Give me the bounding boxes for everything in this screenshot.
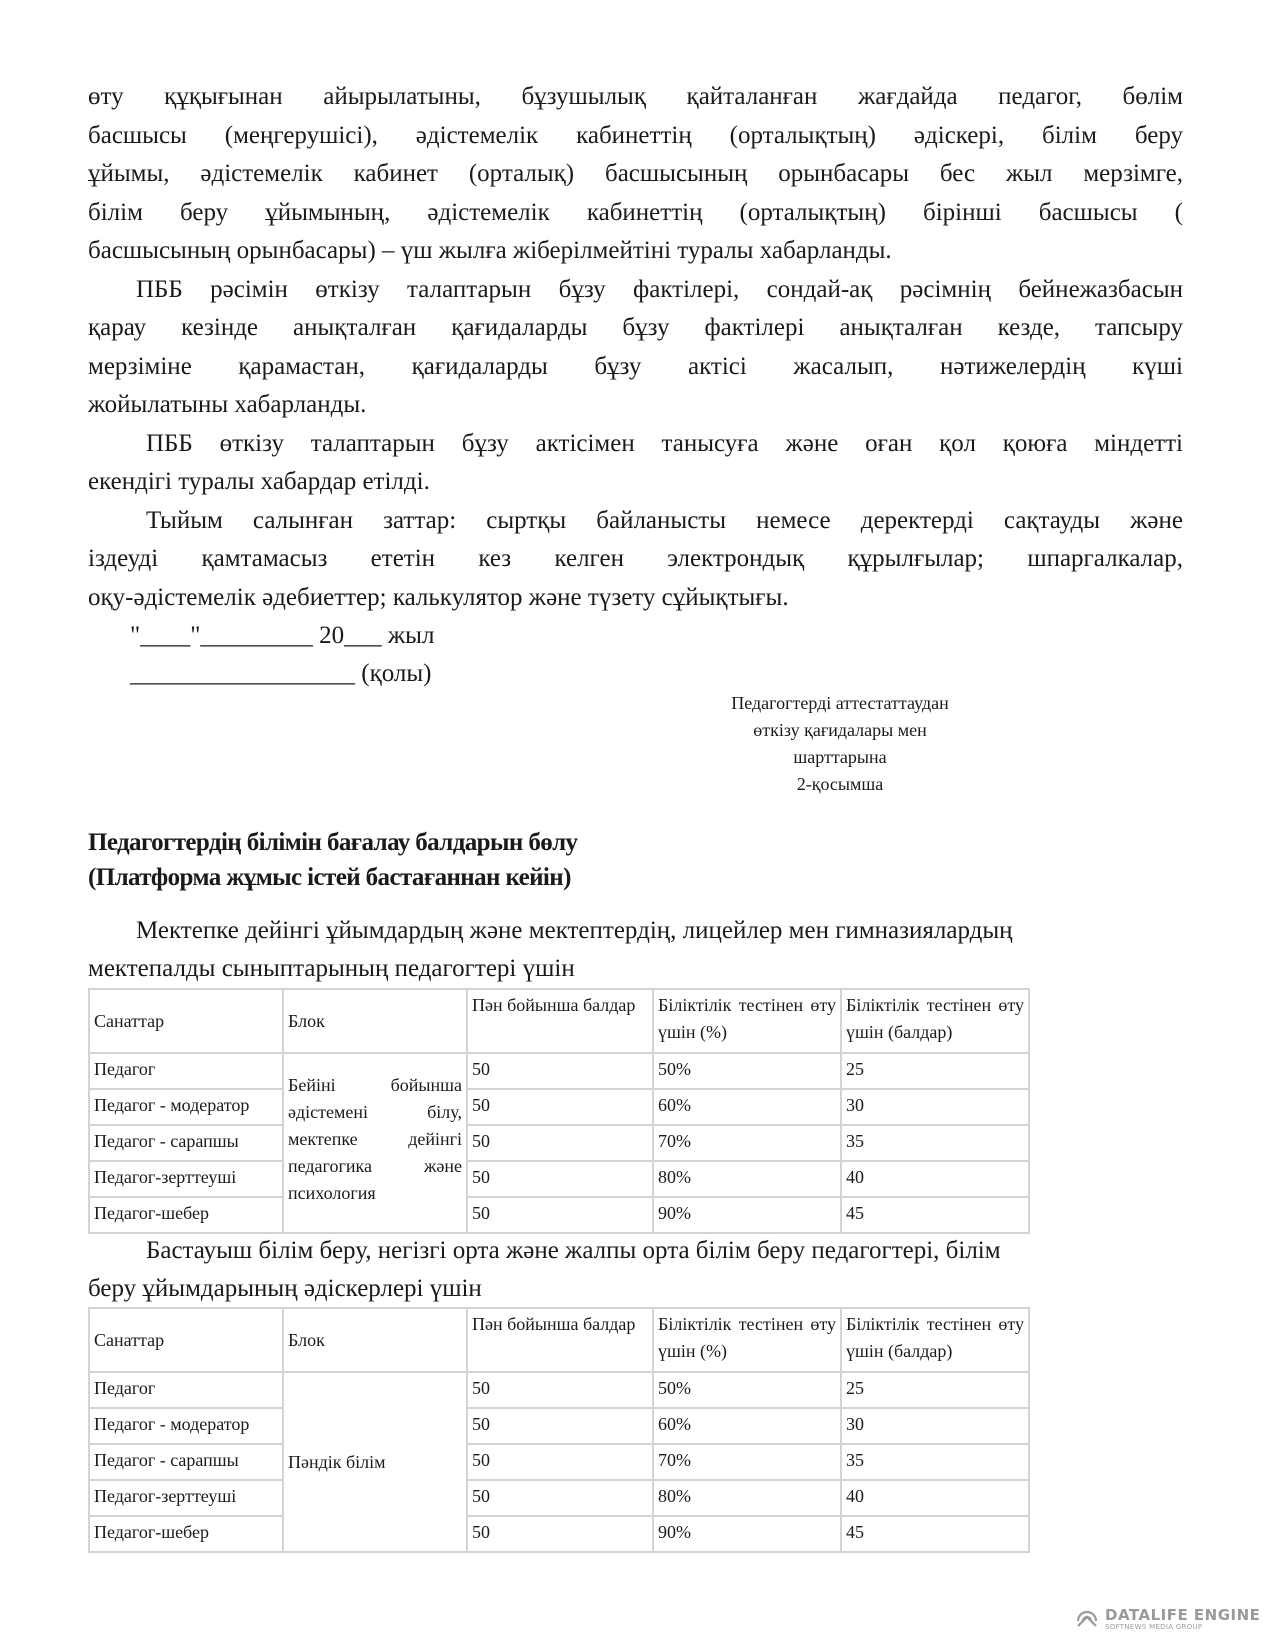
cell-pass-percent: 50% (653, 1053, 841, 1089)
cell-subject-points: 50 (467, 1444, 653, 1480)
text-line: екендігі туралы хабардар етілді. (88, 468, 430, 495)
paragraph-disqualification (88, 78, 1183, 271)
text-line: ПББ өткізу талаптарын бұзу актісімен танысуға және оған қол қоюға міндетті (146, 429, 1183, 457)
table-row (89, 1089, 1029, 1125)
cell-subject-points: 50 (467, 1516, 653, 1552)
cell-category: Педагог (89, 1372, 283, 1408)
header-pass-points: Біліктілік тестінен өту үшін (балдар) (841, 989, 1029, 1053)
cell-pass-points: 40 (841, 1161, 1029, 1197)
text-line: іздеуді қамтамасыз ететін кез келген электрондық құрылғылар; шпаргалкалар, (88, 545, 1183, 572)
paragraph-acknowledgement (88, 425, 1183, 502)
cell-category: Педагог-шебер (89, 1197, 283, 1233)
table-row (89, 1161, 1029, 1197)
cell-subject-points: 50 (467, 1372, 653, 1408)
header-block: Блок (283, 989, 467, 1053)
section-heading (88, 825, 577, 895)
annex-line: Педагогтерді аттестаттаудан (731, 693, 949, 713)
header-pass-percent: Біліктілік тестінен өту үшін (%) (653, 1308, 841, 1372)
cell-subject-points: 50 (467, 1125, 653, 1161)
cell-pass-percent: 60% (653, 1408, 841, 1444)
heading-title: Педагогтердің білімін бағалау балдарын бөлу (88, 829, 578, 856)
cell-pass-points: 45 (841, 1516, 1029, 1552)
heading-subtitle: (Платформа жұмыс істей бастағаннан кейін) (88, 864, 571, 891)
annex-line: шарттарына (793, 747, 887, 767)
text-line: басшысының орынбасары) – үш жылға жіберілмейтіні туралы хабарланды. (88, 237, 892, 264)
text-line: мерзіміне қарамастан, қағидаларды бұзу актісі жасалып, нәтижелердің күші (88, 352, 1183, 380)
cell-pass-percent: 80% (653, 1161, 841, 1197)
table-row (89, 1516, 1029, 1552)
table-row (89, 1197, 1029, 1233)
cell-pass-percent: 80% (653, 1480, 841, 1516)
cell-subject-points: 50 (467, 1197, 653, 1233)
annex-number: 2-қосымша (796, 774, 884, 794)
header-subject-points: Пән бойынша балдар (467, 989, 653, 1053)
watermark-title: DATALIFE ENGINE (1105, 1606, 1261, 1624)
cell-pass-points: 25 (841, 1372, 1029, 1408)
cell-subject-points: 50 (467, 1161, 653, 1197)
table-row (89, 1408, 1029, 1444)
cell-pass-points: 40 (841, 1480, 1029, 1516)
text-line: ұйымы, әдістемелік кабинет (орталық) басшысының орынбасары бес жыл мерзімге, (88, 160, 1183, 187)
cell-block: Бейіні бойынша әдістемені білу, мектепке дейінгі педагогика және психология (283, 1053, 467, 1233)
cell-pass-points: 30 (841, 1408, 1029, 1444)
cell-pass-points: 35 (841, 1444, 1029, 1480)
cell-category: Педагог - сарапшы (89, 1125, 283, 1161)
cell-block: Пәндік білім (283, 1372, 467, 1552)
table-1-intro (88, 912, 1183, 988)
scores-table-preschool (88, 988, 1030, 1234)
table-row (89, 1372, 1029, 1408)
table-row (89, 1480, 1029, 1516)
cell-pass-percent: 50% (653, 1372, 841, 1408)
cell-subject-points: 50 (467, 1089, 653, 1125)
cell-pass-points: 35 (841, 1125, 1029, 1161)
table-header-row (89, 1308, 1029, 1372)
header-category: Санаттар (89, 989, 283, 1053)
datalife-logo-icon (1075, 1608, 1099, 1632)
cell-category: Педагог-шебер (89, 1516, 283, 1552)
cell-pass-percent: 70% (653, 1444, 841, 1480)
cell-subject-points: 50 (467, 1480, 653, 1516)
date-line: "____"_________ 20___ жыл (130, 622, 435, 649)
header-category: Санаттар (89, 1308, 283, 1372)
cell-pass-points: 30 (841, 1089, 1029, 1125)
table-row (89, 1125, 1029, 1161)
cell-pass-percent: 60% (653, 1089, 841, 1125)
header-pass-percent: Біліктілік тестінен өту үшін (%) (653, 989, 841, 1053)
text-line: қарау кезінде анықталған қағидаларды бұзу фактілері анықталған кезде, тапсыру (88, 314, 1183, 341)
watermark-subtitle: SOFTNEWS MEDIA GROUP (1105, 1623, 1203, 1631)
scores-table-school (88, 1307, 1030, 1553)
cell-subject-points: 50 (467, 1053, 653, 1089)
text-line: өту құқығынан айырылатыны, бұзушылық қайталанған жағдайда педагог, бөлім (88, 83, 1183, 110)
text-line: беру ұйымдарының әдіскерлері үшін (88, 1275, 482, 1302)
text-line: мектепалды сыныптарының педагогтері үшін (88, 955, 575, 982)
text-line: оқу-әдістемелік әдебиеттер; калькулятор және түзету сұйықтығы. (88, 583, 789, 611)
annex-line: өткізу қағидалары мен (753, 720, 927, 740)
cell-pass-percent: 70% (653, 1125, 841, 1161)
text-line: ПББ рәсімін өткізу талаптарын бұзу фактілері, сондай-ақ рәсімнің бейнежазбасын (136, 275, 1183, 303)
cell-category: Педагог - модератор (89, 1408, 283, 1444)
paragraph-violation-facts (88, 271, 1183, 425)
text-line: Тыйым салынған заттар: сыртқы байланысты немесе деректерді сақтауды және (146, 506, 1183, 534)
text-line: жойылатыны хабарланды. (88, 391, 367, 418)
cell-category: Педагог-зерттеуші (89, 1480, 283, 1516)
cell-category: Педагог (89, 1053, 283, 1089)
cell-category: Педагог - сарапшы (89, 1444, 283, 1480)
signature-line: __________________ (қолы) (130, 660, 432, 687)
text-line: Бастауыш білім беру, негізгі орта және жалпы орта білім беру педагогтері, білім (146, 1237, 1001, 1264)
header-subject-points: Пән бойынша балдар (467, 1308, 653, 1372)
cell-category: Педагог-зерттеуші (89, 1161, 283, 1197)
paragraph-prohibited-items (88, 502, 1183, 618)
cell-pass-points: 45 (841, 1197, 1029, 1233)
text-line: басшысы (меңгерушісі), әдістемелік кабинеттің (орталықтың) әдіскері, білім беру (88, 121, 1183, 149)
table-row (89, 1053, 1029, 1089)
header-pass-points: Біліктілік тестінен өту үшін (балдар) (841, 1308, 1029, 1372)
cell-subject-points: 50 (467, 1408, 653, 1444)
cell-category: Педагог - модератор (89, 1089, 283, 1125)
datalife-watermark (1075, 1607, 1260, 1632)
annex-reference (720, 690, 960, 798)
header-block: Блок (283, 1308, 467, 1372)
document-body (88, 78, 1183, 693)
text-line: білім беру ұйымының, әдістемелік кабинеттің (орталықтың) бірінші басшысы ( (88, 198, 1183, 226)
text-line: Мектепке дейінгі ұйымдардың және мектептердің, лицейлер мен гимназиялардың (136, 917, 1013, 944)
cell-pass-percent: 90% (653, 1197, 841, 1233)
table-2-intro (88, 1232, 1183, 1308)
cell-pass-points: 25 (841, 1053, 1029, 1089)
table-header-row (89, 989, 1029, 1053)
table-row (89, 1444, 1029, 1480)
cell-pass-percent: 90% (653, 1516, 841, 1552)
